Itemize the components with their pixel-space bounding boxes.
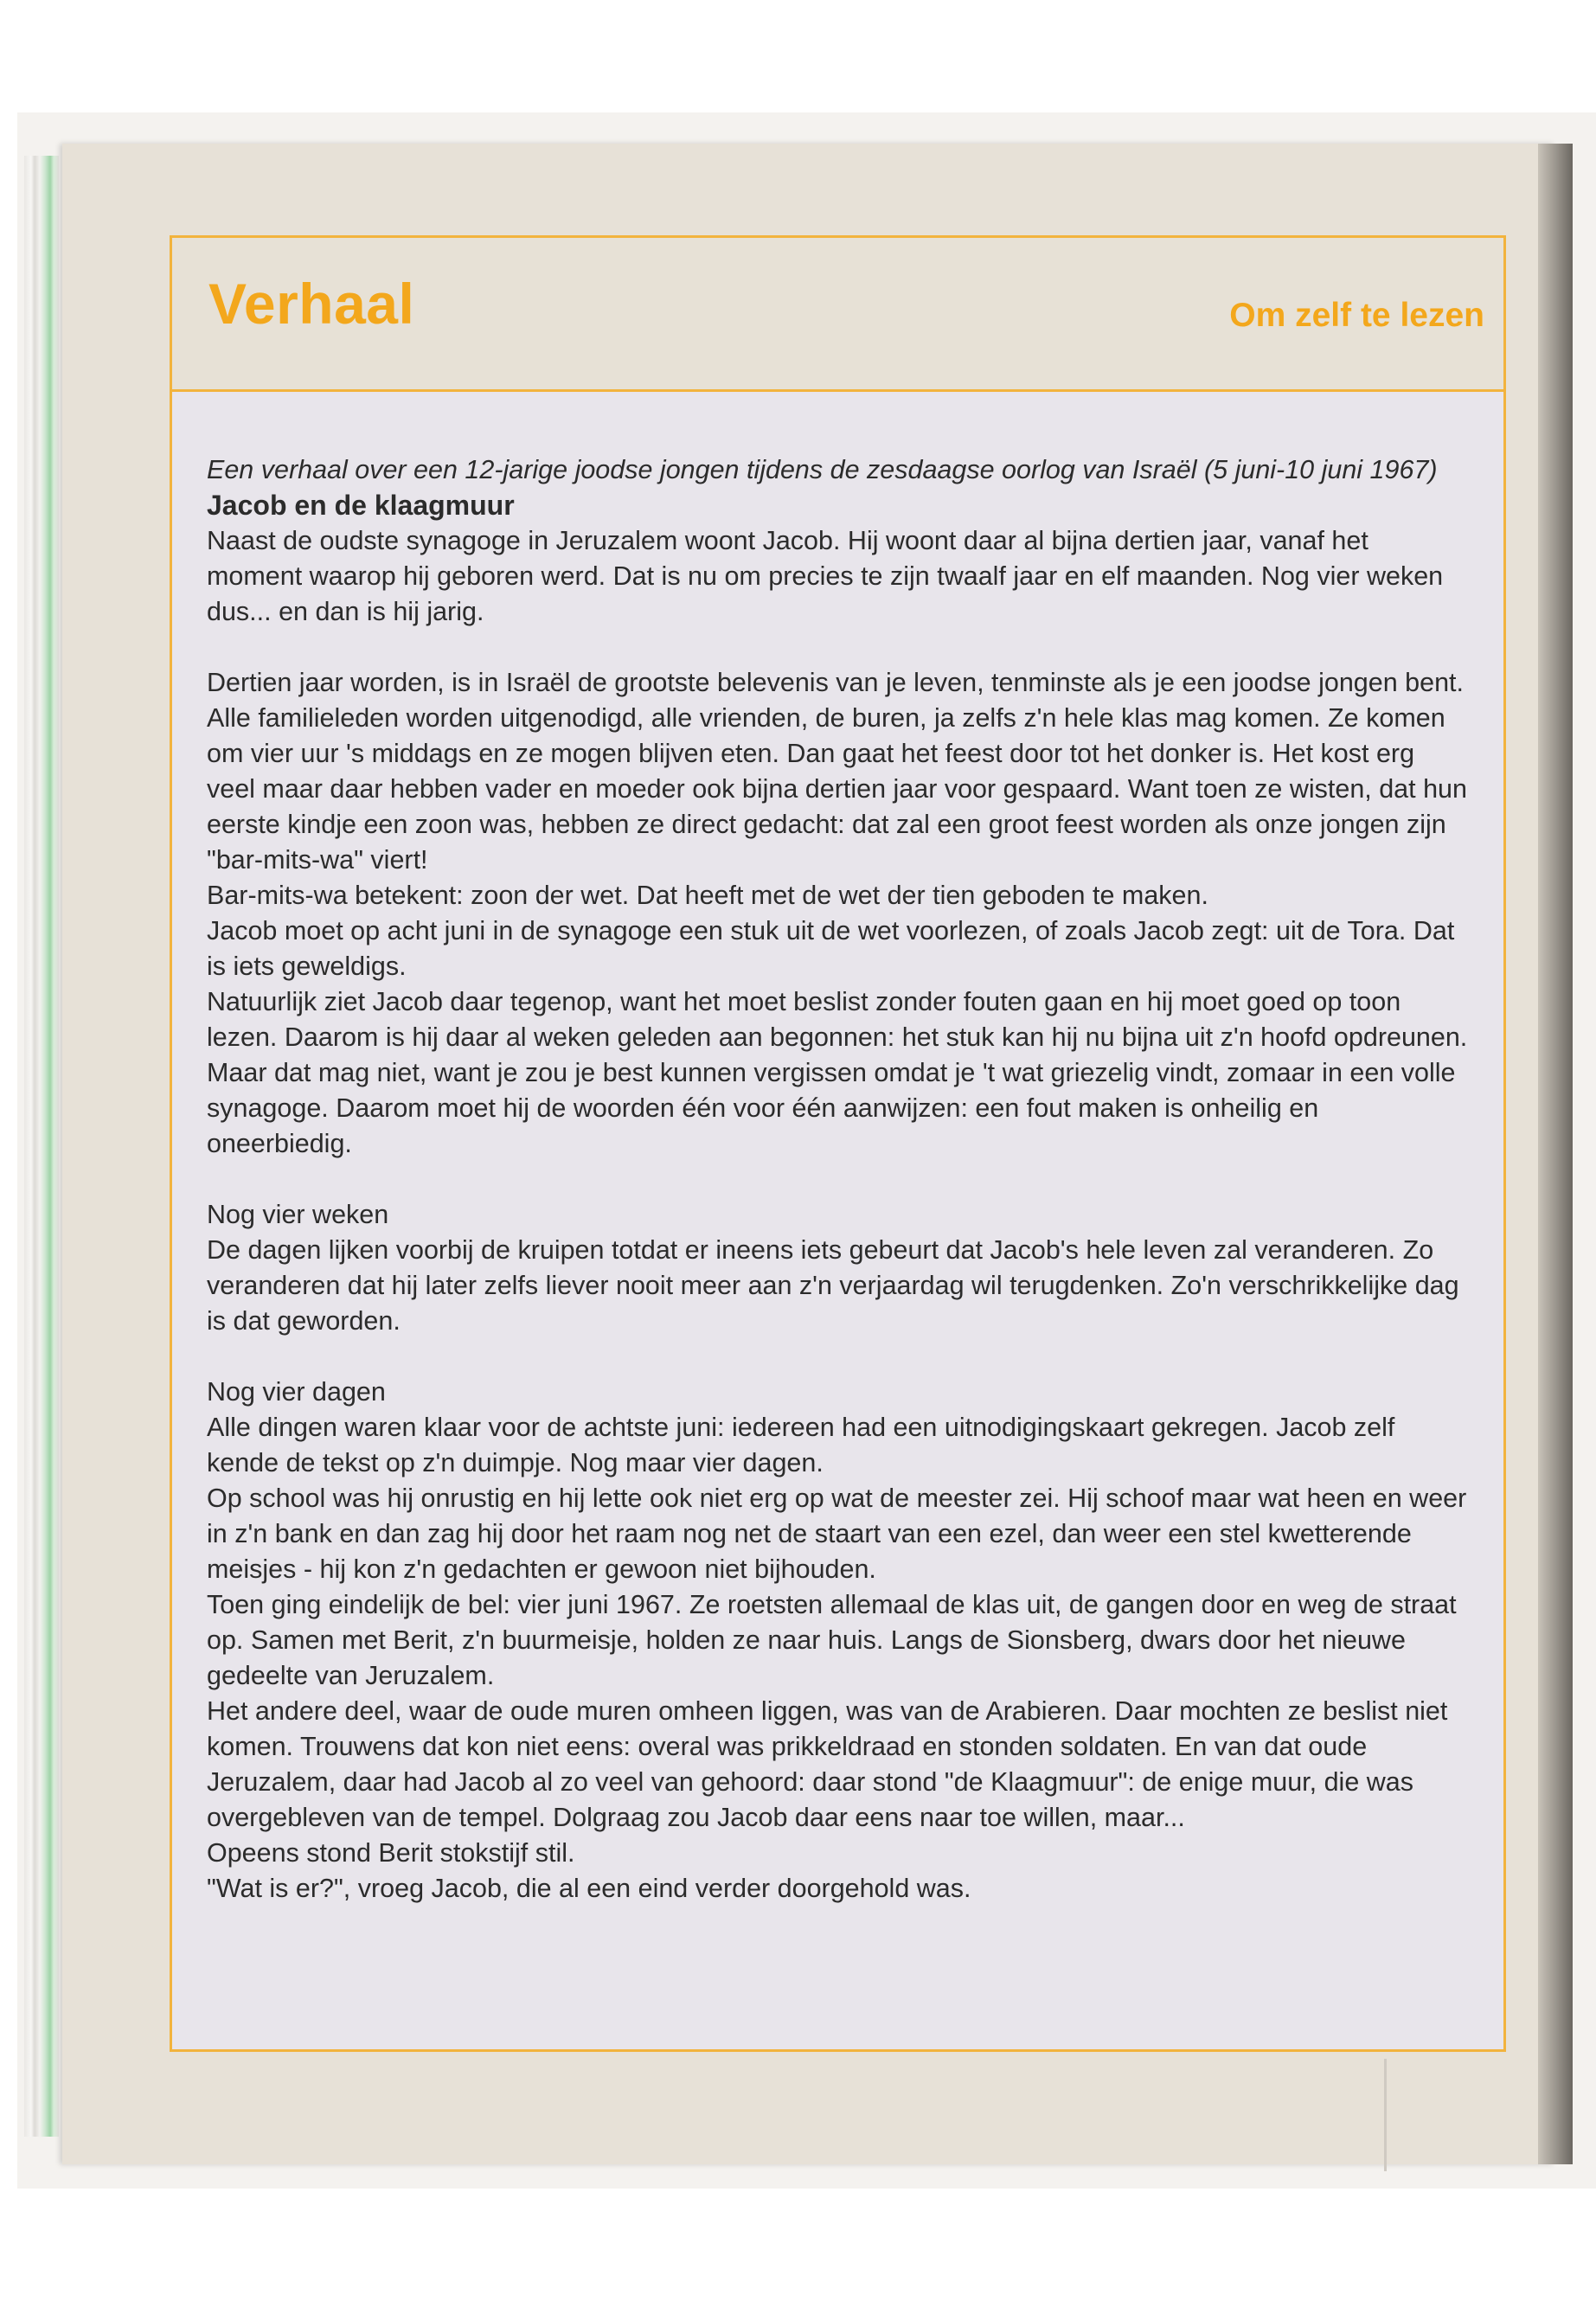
- paragraph: "Wat is er?", vroeg Jacob, die al een eind verder doorgehold was.: [207, 1874, 971, 1903]
- section-subtitle: Om zelf te lezen: [1229, 297, 1484, 334]
- paragraph: Natuurlijk ziet Jacob daar tegenop, want het moet beslist zonder fouten gaan en hij moet goed op toon lezen. Daarom is hij daar al weken geleden aan begonnen: het stuk kan hij nu bijna uit z'n hoofd opdreunen. Maar dat mag niet, want je zou je best kunnen vergissen omdat je 't wat griezelig vindt, zomaar in een volle synagoge. Daarom moet hij de woorden één voor één aanwijzen: een fout maken is onheilig en oneerbiedig.: [207, 987, 1468, 1158]
- paragraph: Opeens stond Berit stokstijf stil.: [207, 1838, 575, 1868]
- section-title: Verhaal: [208, 272, 415, 336]
- story-box: [170, 235, 1506, 2052]
- paragraph: Alle dingen waren klaar voor de achtste juni: iedereen had een uitnodigingskaart gekregen. Jacob zelf kende de tekst op z'n duimpje. Nog maar vier dagen.: [207, 1413, 1395, 1477]
- subheading: Nog vier weken: [207, 1200, 389, 1229]
- paragraph: Het andere deel, waar de oude muren omheen liggen, was van de Arabieren. Daar mochten ze beslist niet komen. Trouwens dat kon niet eens: overal was prikkeldraad en stonden soldaten. En van dat oude Jeruzalem, daar had Jacob al zo veel van gehoord: daar stond "de Klaagmuur": de enige muur, die was overgebleven van de tempel. Dolgraag zou Jacob daar eens naar toe willen, maar...: [207, 1696, 1448, 1832]
- scan-margin-top: [0, 0, 1596, 112]
- gutter-mark: [1384, 2059, 1387, 2171]
- paragraph: Op school was hij onrustig en hij lette ook niet erg op wat de meester zei. Hij schoof maar wat heen en weer in z'n bank en dan zag hij door het raam nog net de staart van een ezel, dan weer een stel kwetterende meisjes - hij kon z'n gedachten er gewoon niet bijhouden.: [207, 1484, 1467, 1584]
- paragraph: Naast de oudste synagoge in Jeruzalem woont Jacob. Hij woont daar al bijna dertien jaar, vanaf het moment waarop hij geboren werd. Dat is nu om precies te zijn twaalf jaar en elf maanden. Nog vier weken dus... en dan is hij jarig.: [207, 526, 1444, 626]
- story-header: [172, 238, 1503, 392]
- page-edges: [24, 156, 59, 2137]
- story-text: [207, 452, 1470, 1907]
- story-intro: Een verhaal over een 12-jarige joodse jongen tijdens de zesdaagse oorlog van Israël (5 juni-10 juni 1967): [207, 455, 1438, 484]
- paragraph: Jacob moet op acht juni in de synagoge een stuk uit de wet voorlezen, of zoals Jacob zegt: uit de Tora. Dat is iets geweldigs.: [207, 916, 1455, 981]
- paragraph: Toen ging eindelijk de bel: vier juni 1967. Ze roetsten allemaal de klas uit, de gangen door en weg de straat op. Samen met Berit, z'n buurmeisje, holden ze naar huis. Langs de Sionsberg, dwars door het nieuwe gedeelte van Jeruzalem.: [207, 1590, 1457, 1690]
- paragraph: Bar-mits-wa betekent: zoon der wet. Dat heeft met de wet der tien geboden te maken.: [207, 881, 1208, 910]
- paragraph: De dagen lijken voorbij de kruipen totdat er ineens iets gebeurt dat Jacob's hele leven zal veranderen. Zo veranderen dat hij later zelfs liever nooit meer aan z'n verjaardag wil terugdenken. Zo'n verschrikkelijke dag is dat geworden.: [207, 1235, 1459, 1336]
- subheading: Nog vier dagen: [207, 1377, 386, 1407]
- story-title: Jacob en de klaagmuur: [207, 490, 515, 521]
- paragraph: Dertien jaar worden, is in Israël de grootste belevenis van je leven, tenminste als je een joodse jongen bent. Alle familieleden worden uitgenodigd, alle vrienden, de buren, ja zelfs z'n hele klas mag komen. Ze komen om vier uur 's middags en ze mogen blijven eten. Dan gaat het feest door tot het donker is. Het kost erg veel maar daar hebben vader en moeder ook bijna dertien jaar voor gespaard. Want toen ze wisten, dat hun eerste kindje een zoon was, hebben ze direct gedacht: dat zal een groot feest worden als onze jongen zijn "bar-mits-wa" viert!: [207, 668, 1467, 875]
- spine-shadow: [1538, 144, 1573, 2164]
